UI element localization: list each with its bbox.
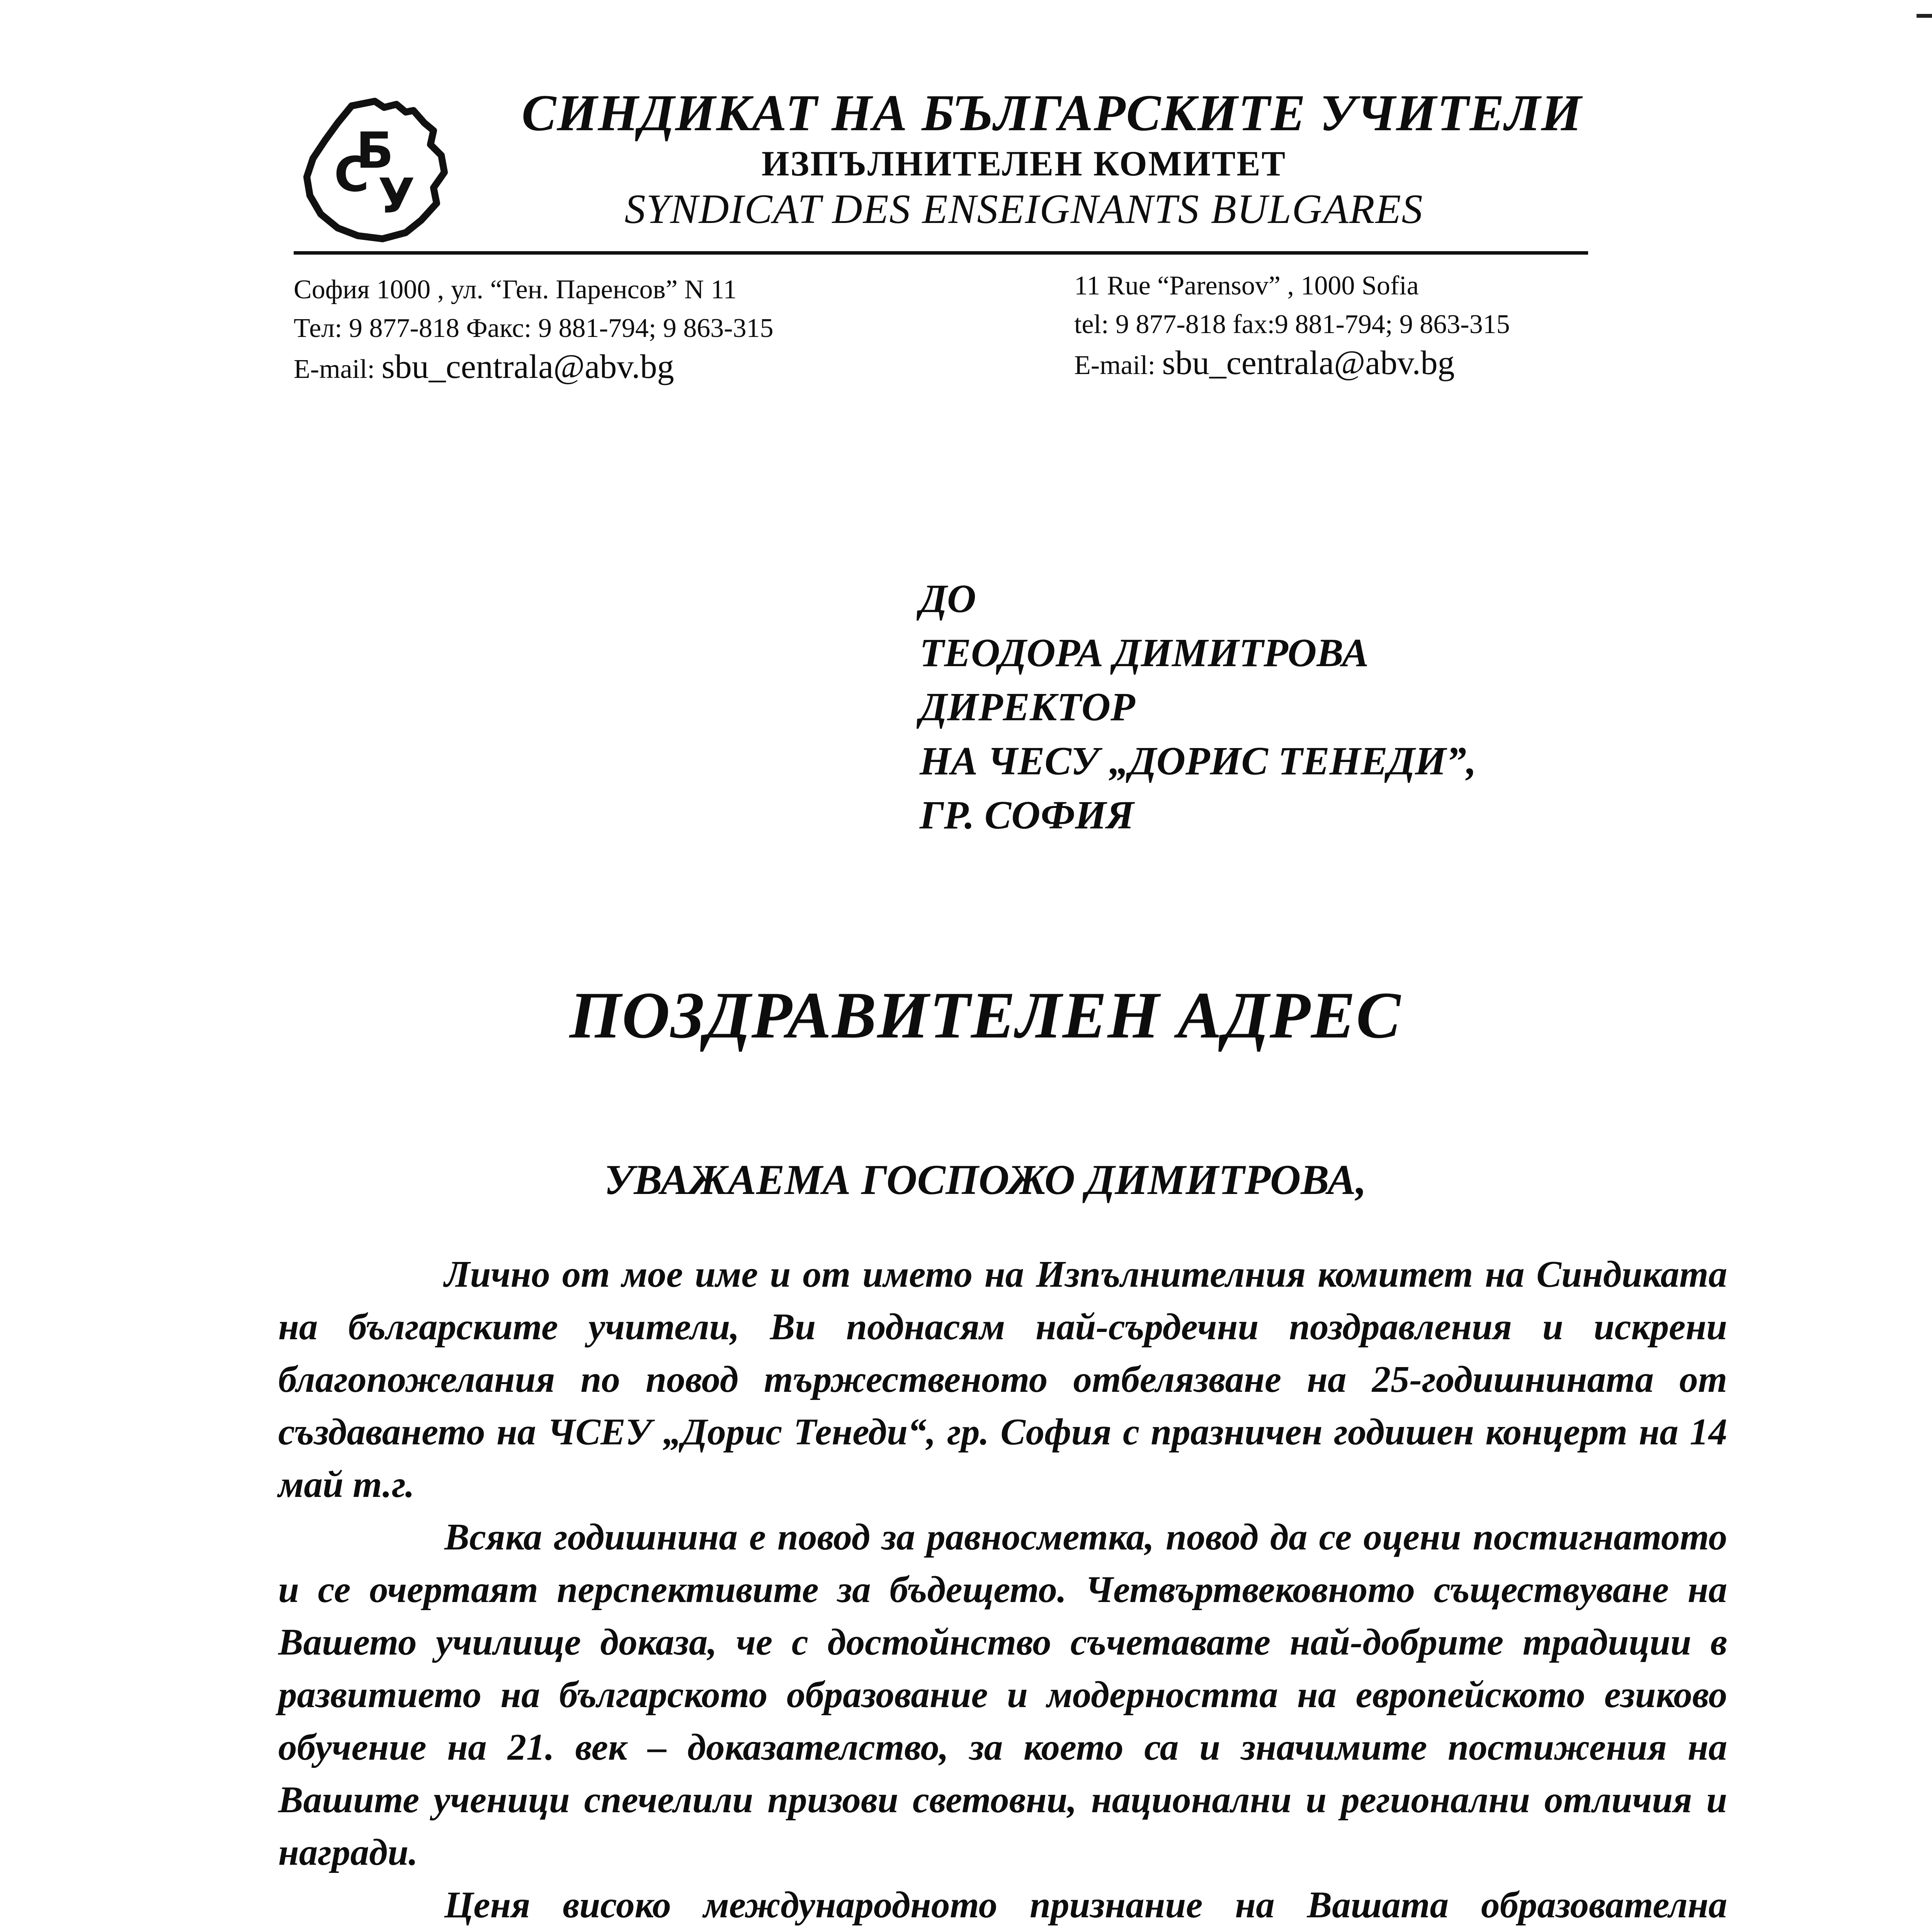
address-email-row-fr <box>1074 344 1510 385</box>
address-street-bg: София 1000 , ул. “Ген. Паренсов” N 11 <box>294 275 737 304</box>
salutation: УВАЖАЕМА ГОСПОЖО ДИМИТРОВА, <box>604 1156 1367 1203</box>
scan-edge-mark <box>1917 14 1932 18</box>
body-paragraph: Всяка годишнина е повод за равносметка, повод да се оцени постигнатото и се очертаят перспективите за бъдещето. Четвъртвековното съществуване на Вашето училище доказа, че с достойнство съчетавате най-добрите традиции в развитието на българското образование и модерността на европейското езиково обучение на 21. век – доказателство, за което са и значимите постижения на Вашите ученици спечелили призови световни, национални и регионални отличия и награди. <box>278 1516 1727 1873</box>
org-name: СИНДИКАТ НА БЪЛГАРСКИТЕ УЧИТЕЛИ <box>522 84 1582 141</box>
committee-name: ИЗПЪЛНИТЕЛЕН КОМИТЕТ <box>761 144 1287 183</box>
address-block-bg <box>294 270 774 389</box>
recipient-institution: НА ЧЕСУ „ДОРИС ТЕНЕДИ”, <box>920 739 1476 783</box>
org-name-french: SYNDICAT DES ENSEIGNANTS BULGARES <box>624 186 1423 232</box>
header-divider <box>294 251 1588 255</box>
address-street-fr: 11 Rue “Parensov” , 1000 Sofia <box>1074 271 1419 301</box>
svg-text:Б: Б <box>356 122 394 180</box>
email-label-fr: E-mail: <box>1074 350 1155 380</box>
svg-text:С: С <box>334 147 369 202</box>
svg-text:У: У <box>378 168 415 224</box>
recipient-city: ГР. СОФИЯ <box>920 793 1134 837</box>
recipient-block <box>920 572 1476 842</box>
address-email-row-bg <box>294 348 774 389</box>
email-link-fr[interactable]: sbu_centrala@abv.bg <box>1162 344 1455 382</box>
recipient-position: ДИРЕКТОР <box>920 685 1135 729</box>
recipient-name: ТЕОДОРА ДИМИТРОВА <box>920 631 1369 675</box>
address-phones-bg: Тел: 9 877-818 Факс: 9 881-794; 9 863-315 <box>294 313 774 343</box>
union-logo-icon <box>298 97 452 243</box>
body-paragraph: Лично от мое име и от името на Изпълнителния комитет на Синдиката на българските учители, Ви поднасям най-сърдечни поздравления и искрени благопожелания по повод тържественото отбелязване на 25-годишнината от създаването на ЧСЕУ „Дорис Тенеди“, гр. София с празничен годишен концерт на 14 май т.г. <box>278 1253 1727 1505</box>
email-label-bg: E-mail: <box>294 354 375 384</box>
recipient-to: ДО <box>920 577 976 621</box>
document-title: ПОЗДРАВИТЕЛЕН АДРЕС <box>569 979 1401 1052</box>
email-link-bg[interactable]: sbu_centrala@abv.bg <box>381 348 674 386</box>
body-paragraph: Ценя високо международното признание на Вашата образователна <box>444 1884 1727 1925</box>
address-phones-fr: tel: 9 877-818 fax:9 881-794; 9 863-315 <box>1074 310 1510 339</box>
address-block-fr <box>1074 267 1510 385</box>
letter-body <box>278 1248 1727 1932</box>
